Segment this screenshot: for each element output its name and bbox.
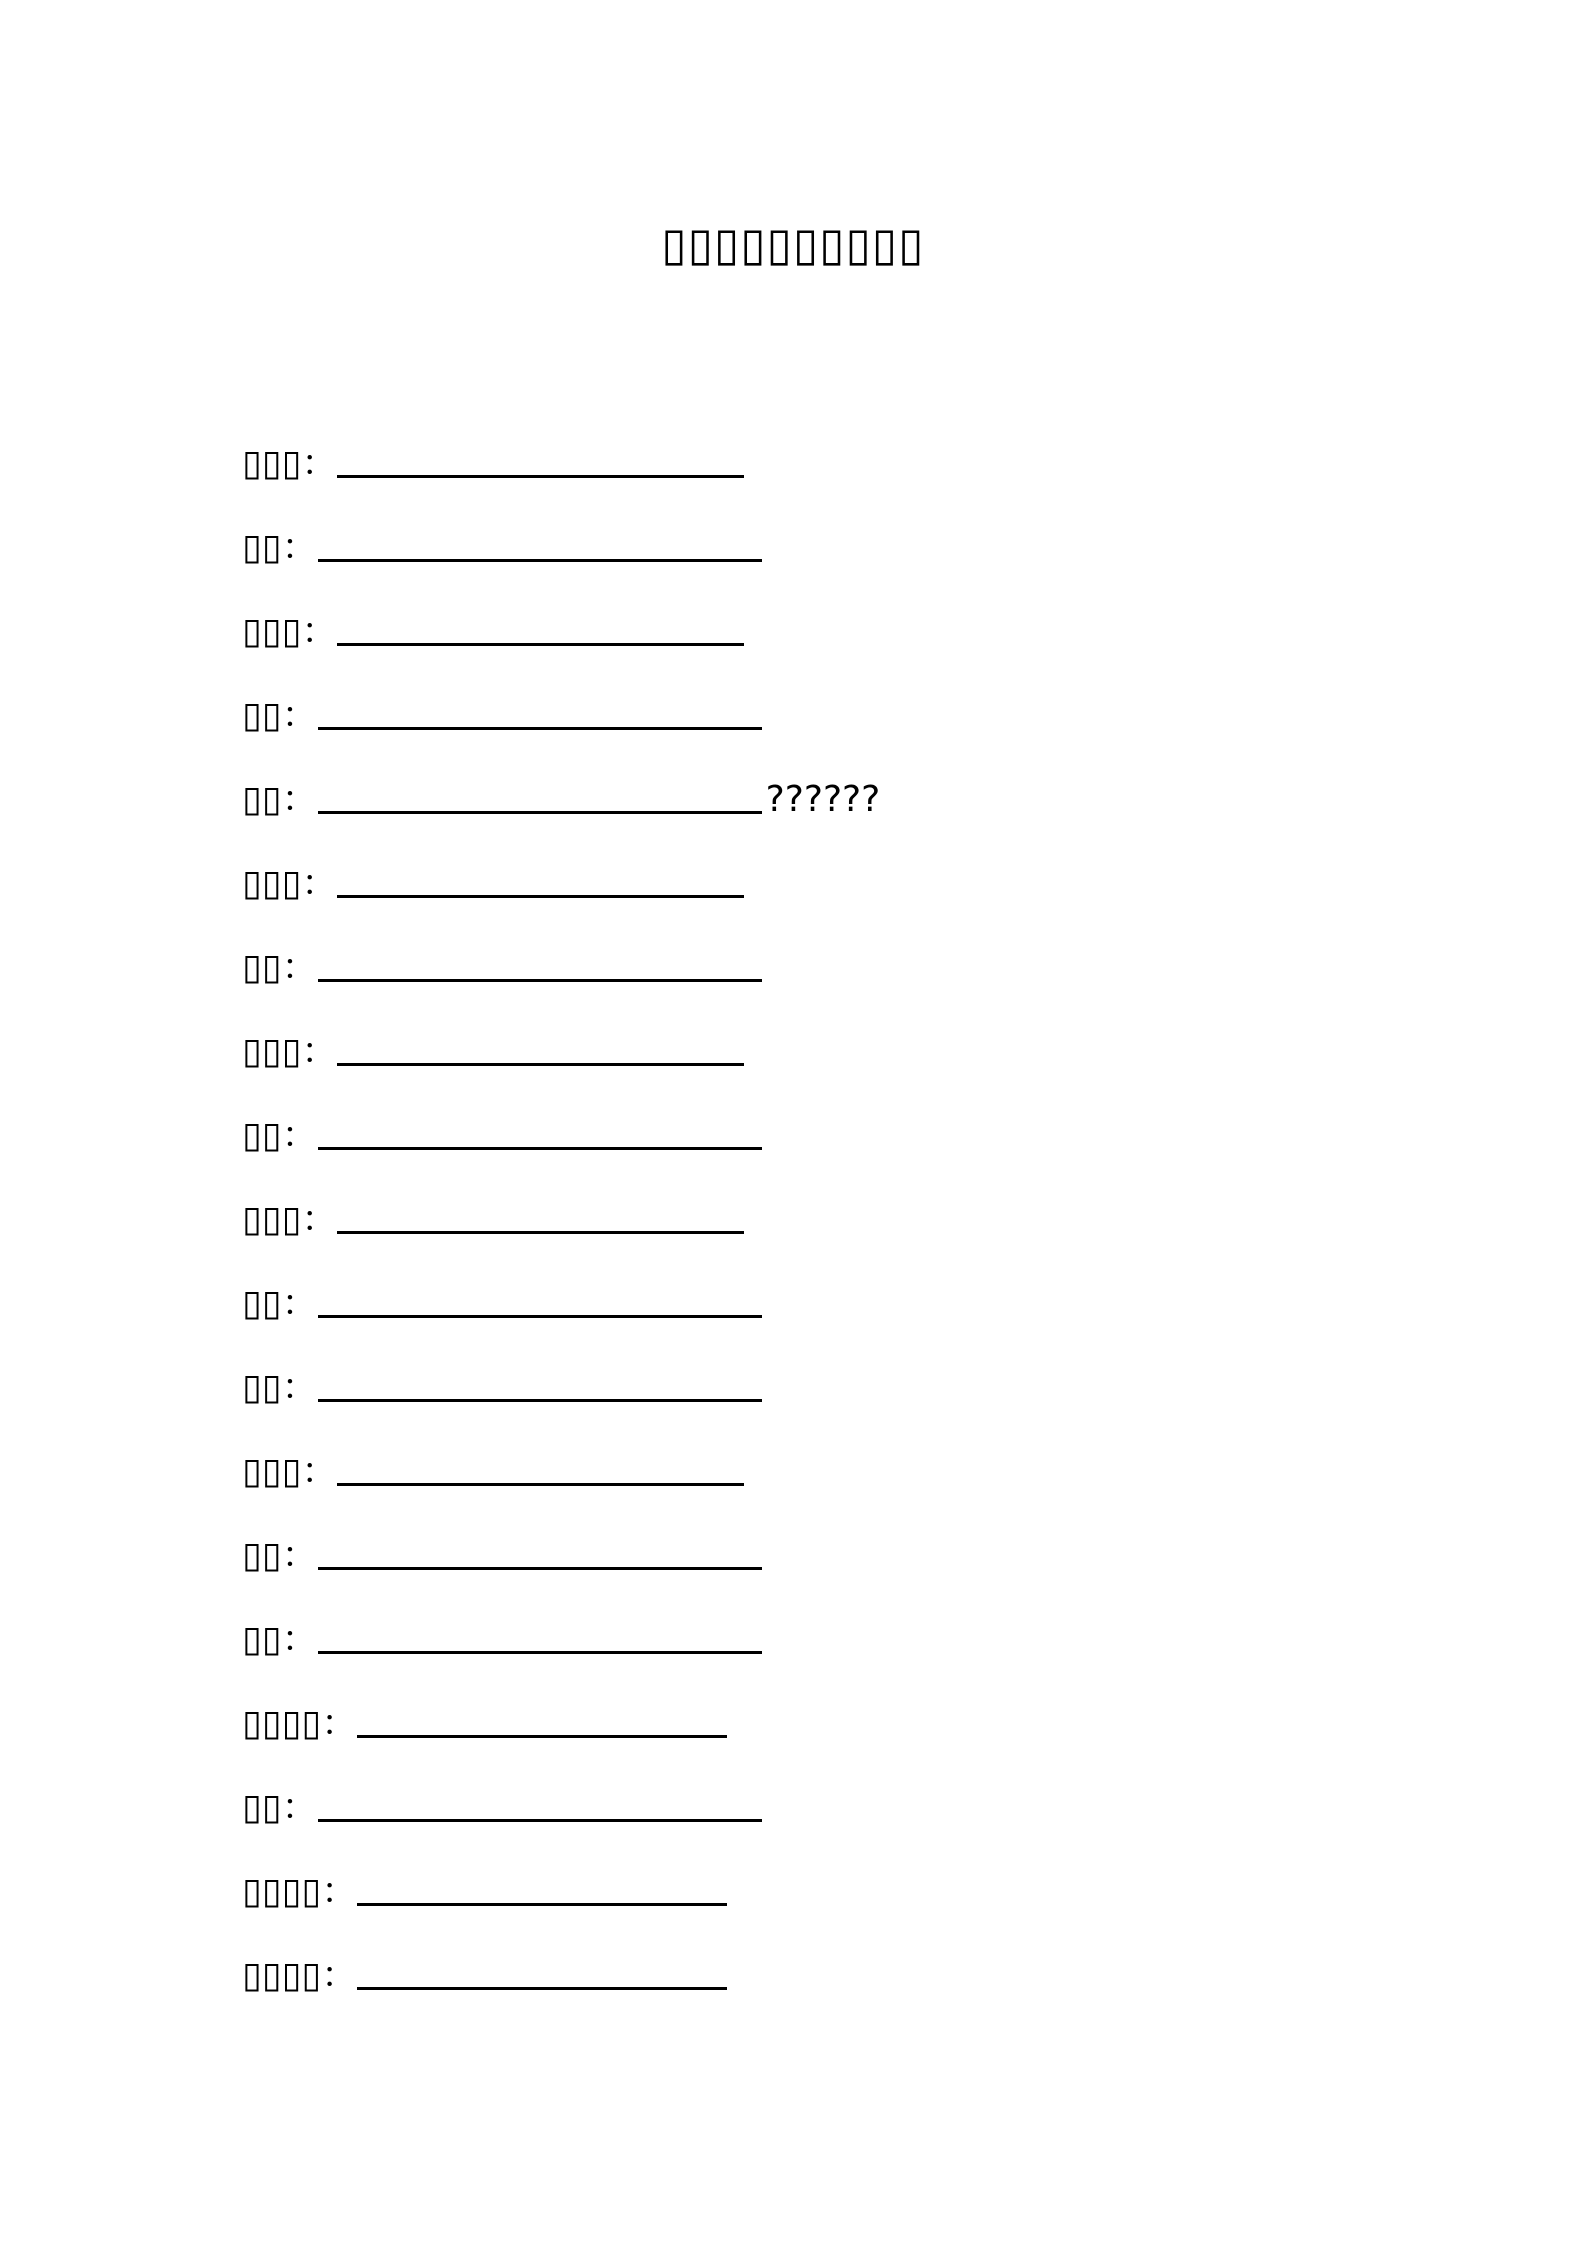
form-field-row bbox=[242, 1328, 1342, 1412]
form-field-row bbox=[242, 1076, 1342, 1160]
fill-in-blank-line[interactable] bbox=[357, 1897, 727, 1906]
form-field-row bbox=[242, 1160, 1342, 1244]
form-field-row bbox=[242, 488, 1342, 572]
field-label: ▯▯： bbox=[242, 1115, 318, 1156]
form-field-row bbox=[242, 1244, 1342, 1328]
form-field-row bbox=[242, 404, 1342, 488]
form-field-row bbox=[242, 1412, 1342, 1496]
field-label: ▯▯： bbox=[242, 695, 318, 736]
form-field-row bbox=[242, 1832, 1342, 1916]
fill-in-blank-line[interactable] bbox=[337, 1477, 744, 1486]
form-fields bbox=[242, 404, 1342, 2000]
fill-in-blank-line[interactable] bbox=[337, 637, 744, 646]
field-label: ▯▯： bbox=[242, 779, 318, 820]
fill-in-blank-line[interactable] bbox=[337, 1225, 744, 1234]
form-field-row bbox=[242, 1916, 1342, 2000]
field-label: ▯▯： bbox=[242, 1787, 318, 1828]
fill-in-blank-line[interactable] bbox=[318, 1141, 762, 1150]
form-field-row bbox=[242, 992, 1342, 1076]
field-label: ▯▯▯： bbox=[242, 611, 338, 652]
fill-in-blank-line[interactable] bbox=[318, 1561, 762, 1570]
form-field-row bbox=[242, 824, 1342, 908]
fill-in-blank-line[interactable] bbox=[318, 1309, 762, 1318]
form-field-row bbox=[242, 1664, 1342, 1748]
field-label: ▯▯▯： bbox=[242, 1199, 338, 1240]
field-label: ▯▯： bbox=[242, 1283, 318, 1324]
fill-in-blank-line[interactable] bbox=[318, 973, 762, 982]
fill-in-blank-line[interactable] bbox=[318, 721, 762, 730]
form-field-row bbox=[242, 572, 1342, 656]
form-field-row bbox=[242, 656, 1342, 740]
form-field-row bbox=[242, 1496, 1342, 1580]
field-label: ▯▯： bbox=[242, 1367, 318, 1408]
form-field-row bbox=[242, 740, 1342, 824]
field-label: ▯▯： bbox=[242, 1535, 318, 1576]
fill-in-blank-line[interactable] bbox=[337, 1057, 744, 1066]
fill-in-blank-line[interactable] bbox=[357, 1981, 727, 1990]
field-label: ▯▯： bbox=[242, 527, 318, 568]
fill-in-blank-line[interactable] bbox=[318, 1645, 762, 1654]
field-label: ▯▯▯： bbox=[242, 1451, 338, 1492]
fill-in-blank-line[interactable] bbox=[318, 805, 762, 814]
fill-in-blank-line[interactable] bbox=[357, 1729, 727, 1738]
fill-in-blank-line[interactable] bbox=[337, 469, 744, 478]
field-label: ▯▯▯： bbox=[242, 443, 338, 484]
field-suffix-text: ?????? bbox=[765, 779, 881, 820]
field-label: ▯▯： bbox=[242, 947, 318, 988]
fill-in-blank-line[interactable] bbox=[318, 1393, 762, 1402]
field-label: ▯▯▯： bbox=[242, 1031, 338, 1072]
form-field-row bbox=[242, 1580, 1342, 1664]
field-label: ▯▯▯▯： bbox=[242, 1703, 358, 1744]
fill-in-blank-line[interactable] bbox=[318, 1813, 762, 1822]
field-label: ▯▯▯▯： bbox=[242, 1955, 358, 1996]
document-title: ▯▯▯▯▯▯▯▯▯▯ bbox=[661, 217, 925, 271]
form-field-row bbox=[242, 908, 1342, 992]
field-label: ▯▯▯▯： bbox=[242, 1871, 358, 1912]
field-label: ▯▯▯： bbox=[242, 863, 338, 904]
form-field-row bbox=[242, 1748, 1342, 1832]
field-label: ▯▯： bbox=[242, 1619, 318, 1660]
fill-in-blank-line[interactable] bbox=[337, 889, 744, 898]
fill-in-blank-line[interactable] bbox=[318, 553, 762, 562]
